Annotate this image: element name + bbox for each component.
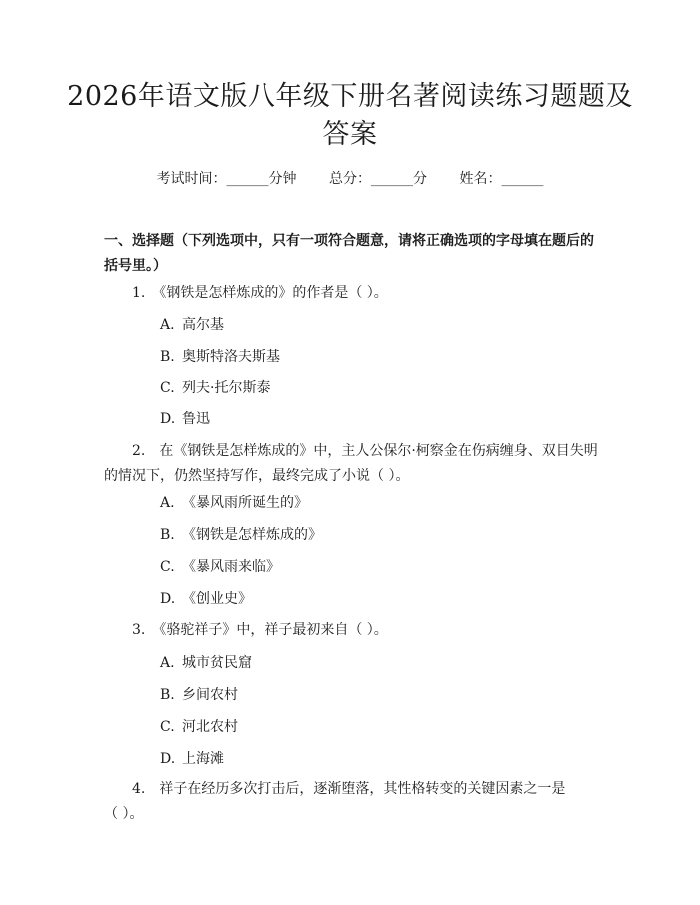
option: [160, 347, 600, 367]
option-letter: A.: [160, 495, 175, 511]
option-letter: D.: [160, 751, 176, 767]
option: [160, 557, 600, 577]
option: [160, 493, 600, 513]
option: [160, 589, 600, 609]
option-text: 奥斯特洛夫斯基: [182, 349, 280, 365]
option-letter: C.: [160, 559, 175, 575]
option-text: 城市贫民窟: [182, 655, 252, 671]
option-text: 《暴风雨来临》: [182, 559, 280, 575]
option-letter: C.: [160, 719, 175, 735]
option: [160, 717, 600, 737]
option-letter: B.: [160, 527, 175, 543]
question-4: 4. 祥子在经历多次打击后，逐渐堕落，其性格转变的关键因素之一是（ ）。: [104, 781, 566, 822]
total-score: 总分：______分: [329, 171, 427, 187]
option: [160, 378, 600, 398]
option-letter: D.: [160, 411, 176, 427]
option-text: 《暴风雨所诞生的》: [182, 495, 308, 511]
question-1: 1. 《钢铁是怎样炼成的》的作者是（ ）。: [132, 285, 388, 301]
option: [160, 653, 600, 673]
option-text: 鲁迅: [182, 411, 210, 427]
option: [160, 749, 600, 769]
option-text: 乡间农村: [182, 687, 238, 703]
exam-time: 考试时间：______分钟: [156, 171, 297, 187]
option-text: 《创业史》: [182, 591, 252, 607]
option-text: 高尔基: [182, 317, 224, 333]
exam-info: [0, 169, 700, 189]
question-3: 3. 《骆驼祥子》中，祥子最初来自（ ）。: [132, 622, 388, 638]
option-letter: B.: [160, 687, 175, 703]
question-2: 2. 在《钢铁是怎样炼成的》中，主人公保尔·柯察金在伤病缠身、双目失明的情况下，仍然坚持写作，最终完成了小说（ ）。: [104, 443, 598, 484]
option-letter: A.: [160, 317, 175, 333]
option-letter: A.: [160, 655, 175, 671]
page-title: 2026年语文版八年级下册名著阅读练习题题及答案: [67, 81, 633, 150]
option: [160, 409, 600, 429]
option-text: 上海滩: [182, 751, 224, 767]
option: [160, 525, 600, 545]
section-heading: 一、选择题（下列选项中，只有一项符合题意，请将正确选项的字母填在题后的括号里。）: [104, 233, 594, 274]
option-letter: D.: [160, 591, 176, 607]
option-letter: C.: [160, 380, 175, 396]
option-text: 《钢铁是怎样炼成的》: [182, 527, 322, 543]
option-text: 列夫·托尔斯泰: [182, 380, 271, 396]
option-text: 河北农村: [182, 719, 238, 735]
student-name: 姓名：______: [459, 171, 544, 187]
option: [160, 315, 600, 335]
option-letter: B.: [160, 349, 175, 365]
option: [160, 685, 600, 705]
